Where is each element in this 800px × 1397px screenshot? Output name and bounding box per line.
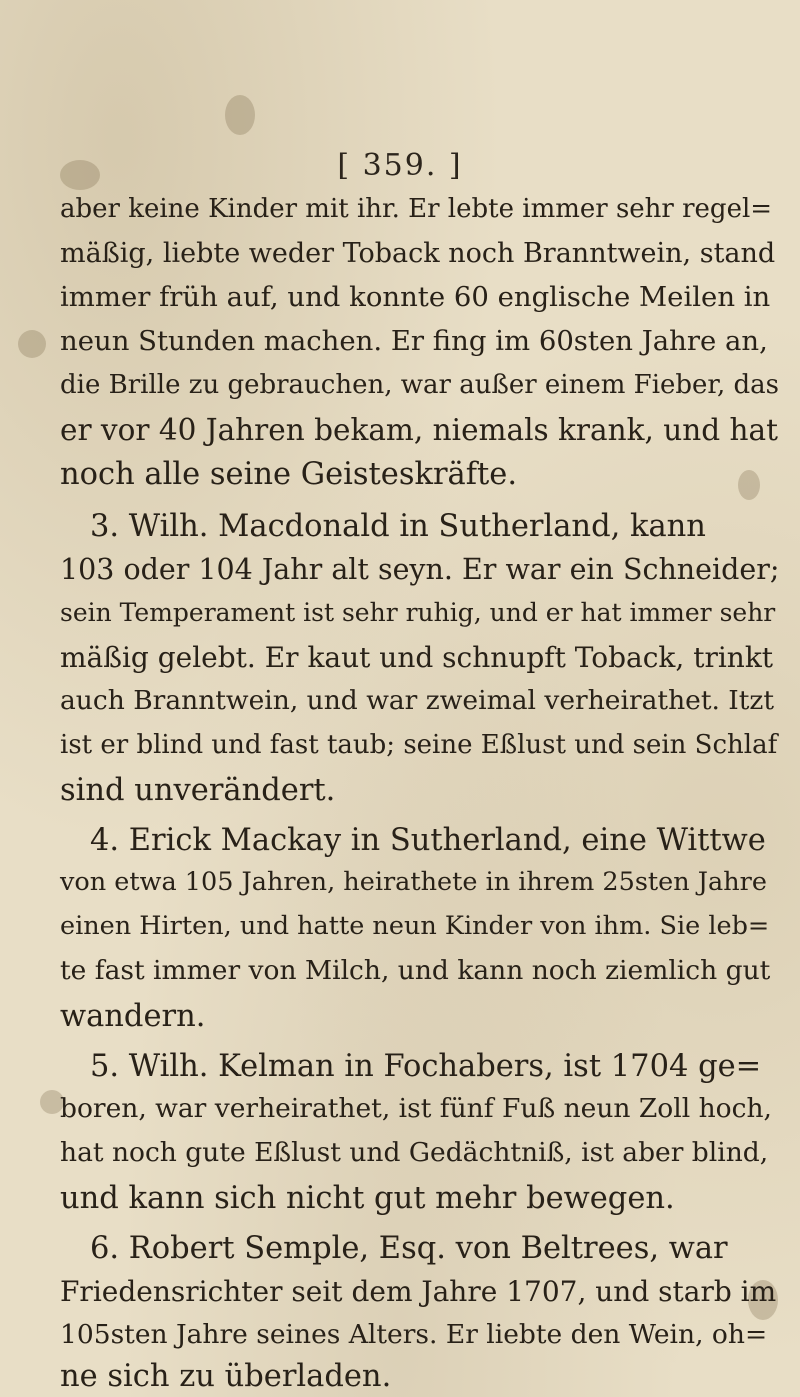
foxing-stain	[225, 95, 255, 135]
text-line: mäßig gelebt. Er kaut und schnupft Toback, trinkt	[60, 641, 774, 674]
text-line: sind unverändert.	[60, 773, 336, 808]
foxing-stain	[738, 470, 760, 500]
text-line: noch alle seine Geisteskräfte.	[60, 457, 518, 492]
entry-heading-6: 6. Robert Semple, Esq. von Beltrees, war	[90, 1231, 728, 1266]
entry-heading-4: 4. Erick Mackay in Sutherland, eine Wittwe	[90, 823, 766, 858]
text-line: aber keine Kinder mit ihr. Er lebte immer sehr regel=	[60, 194, 773, 224]
text-line: te fast immer von Milch, und kann noch ziemlich gut	[60, 955, 771, 986]
text-line: neun Stunden machen. Er fing im 60sten Jahre an,	[60, 325, 768, 357]
text-line: boren, war verheirathet, ist fünf Fuß neun Zoll hoch,	[60, 1093, 772, 1124]
text-line: und kann sich nicht gut mehr bewegen.	[60, 1181, 675, 1216]
text-line: immer früh auf, und konnte 60 englische Meilen in	[60, 281, 771, 313]
text-line: hat noch gute Eßlust und Gedächtniß, ist aber blind,	[60, 1137, 769, 1168]
text-line: Friedensrichter seit dem Jahre 1707, und starb im	[60, 1275, 777, 1308]
text-line: wandern.	[60, 999, 206, 1034]
foxing-stain	[18, 330, 46, 358]
page-number: [ 359. ]	[337, 148, 463, 183]
text-line: 103 oder 104 Jahr alt seyn. Er war ein Schneider;	[60, 553, 780, 586]
text-line: einen Hirten, und hatte neun Kinder von ihm. Sie leb=	[60, 911, 770, 941]
text-line: er vor 40 Jahren bekam, niemals krank, und hat	[60, 413, 778, 447]
text-line: 105sten Jahre seines Alters. Er liebte den Wein, oh=	[60, 1319, 768, 1350]
text-line: ist er blind und fast taub; seine Eßlust und sein Schlaf	[60, 730, 778, 760]
text-line: von etwa 105 Jahren, heirathete in ihrem 25sten Jahre	[60, 867, 767, 897]
text-line: die Brille zu gebrauchen, war außer einem Fieber, das	[60, 370, 780, 400]
text-line: ne sich zu überladen.	[60, 1359, 392, 1394]
text-line: mäßig, liebte weder Toback noch Branntwein, stand	[60, 238, 776, 269]
entry-heading-3: 3. Wilh. Macdonald in Sutherland, kann	[90, 509, 706, 544]
text-line: sein Temperament ist sehr ruhig, und er hat immer sehr	[60, 598, 776, 627]
entry-heading-5: 5. Wilh. Kelman in Fochabers, ist 1704 ge=	[90, 1049, 762, 1084]
text-line: auch Branntwein, und war zweimal verheirathet. Itzt	[60, 685, 775, 716]
